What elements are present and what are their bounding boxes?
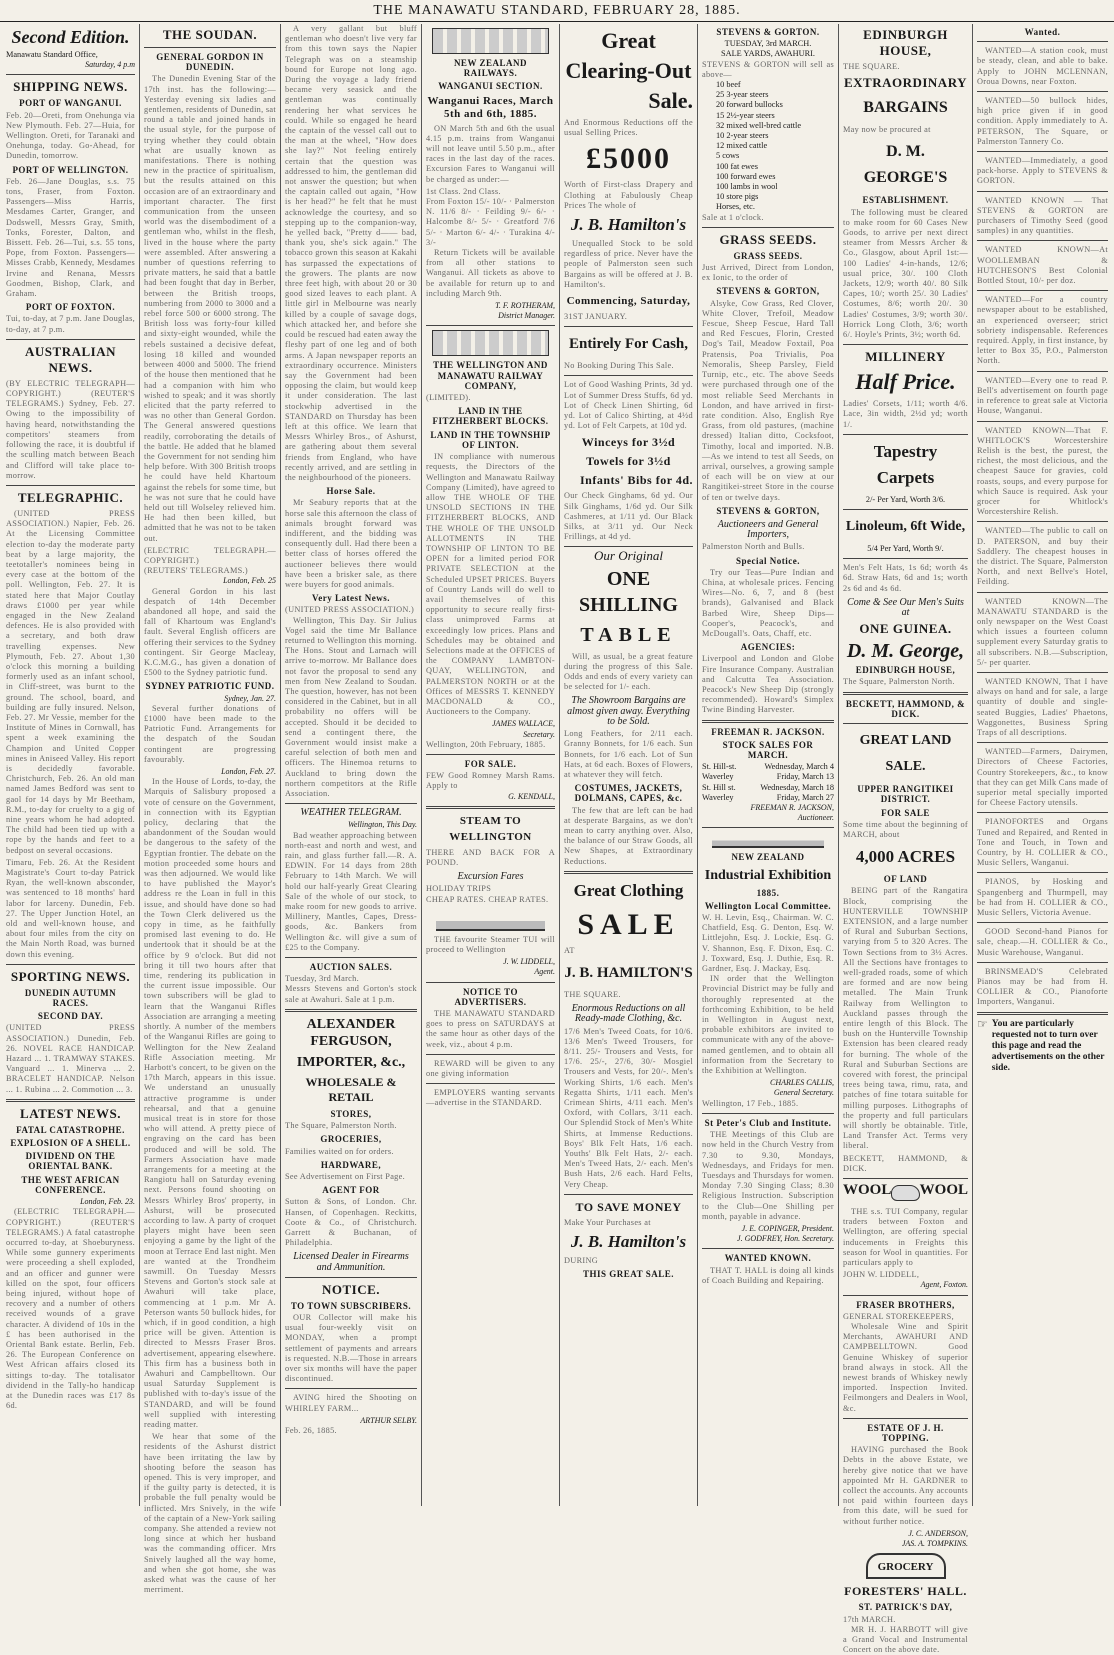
- tuesday-line: TUESDAY, 3rd MARCH.: [724, 39, 812, 49]
- australian-text: (BY ELECTRIC TELEGRAPH—COPYRIGHT.) (REUTER'S TELEGRAMS.) Sydney, Feb. 27. Owing to the impossibility of having heard, notwithstanding the competitors' steamers from following the race, it is doubtful if the sculling match between Beach and Clifford will take place to-morrow.: [6, 378, 135, 480]
- shooting-text: AVING hired the Shooting on WHIRLEY FARM...: [285, 1393, 417, 1413]
- reductions-line: And Enormous Reductions off the usual Selling Prices.: [564, 118, 693, 138]
- column-8: [973, 24, 1112, 1506]
- exhibition-illustration: [712, 832, 824, 848]
- extraordinary-heading: EXTRAORDINARY: [843, 75, 968, 91]
- ferguson-importer: IMPORTER, &c.,: [296, 1054, 406, 1070]
- sales-place: Waverley: [702, 772, 734, 782]
- electric-line: (ELECTRIC TELEGRAPH.—COPYRIGHT.): [144, 545, 276, 565]
- agencies-text: Liverpool and London and Globe Fire Insurance Company. Australian and Calcutta Tea Association. Peacock's New Sheep Dip (strongly recommended). Howard's Simplex Twine Binding Harvester.: [702, 654, 834, 715]
- millinery-text: Ladies' Corsets, 1/11; worth 4/6. Lace, 3in width, 2½d yd; worth 1/.: [843, 399, 968, 429]
- sale-yards-line: SALE YARDS, AWAHURI.: [721, 49, 815, 59]
- port-foxton-heading: PORT OF FOXTON.: [25, 302, 116, 313]
- wool-banner: [843, 1182, 968, 1201]
- auctioneers-line: Auctioneers and General Importers,: [717, 518, 819, 541]
- wanted-ad: WANTED—For a country newspaper about to be established, an experienced overseer; strict sobriety indispensable. References required. Apply, in first instance, by letter to Box 35, P.O., Palmerston North.: [977, 295, 1108, 366]
- cheap-line: CHEAP RATES. CHEAP RATES.: [426, 894, 549, 904]
- second-hand-ad: GOOD Second-hand Pianos for sale, cheap.—H. COLLIER & Co., Music Warehouse, Wanganui.: [977, 927, 1108, 957]
- liddell-agent: Agent.: [534, 967, 555, 977]
- weather-date: Wellington, This Day.: [347, 820, 417, 830]
- exhibition-text: IN order that the Wellington Provincial District may be fully and thoroughly represented at the forthcoming Exhibition, to be held in Wellington in August next, probable exhibitors are invited to communicate with any of the above-named gentlemen, and to obtain all information from the Secretary to the Exhibition at Wellington.: [702, 974, 834, 1076]
- for-sale-heading: FOR SALE.: [464, 758, 517, 769]
- wellington-text: Feb. 26—Jane Douglas, s.s. 75 tons, Fraser, from Foxton. Passengers—Miss Harris, Mesdames Carter, Granger, and Dodswell, Messrs Gray, Smith, Tonks, Forester, Dalton, and Bissett. Feb. 26—Tui, s.s. 55 tons, Pope, from Foxton. Passengers—Misses Crabb, Kennedy, Mesdames Irvine and Renana, Messrs Goodmen, Bishop, Clark, and Graham.: [6, 176, 135, 299]
- auction-date: Tuesday, 3rd March.: [285, 974, 359, 984]
- hamilton-name: J. B. Hamilton's: [570, 215, 687, 235]
- column-4: [422, 24, 560, 1506]
- liddell-name: J. W. LIDDELL,: [503, 957, 555, 967]
- wm-rail-heading: THE WELLINGTON AND MANAWATU RAILWAY COMPANY,: [433, 360, 548, 391]
- great-heading: Great: [601, 28, 656, 53]
- train-illustration: [432, 28, 549, 54]
- patricks-heading: ST. PATRICK'S DAY,: [858, 1602, 953, 1613]
- particularly-notice: [977, 1016, 1108, 1074]
- column-1: [2, 24, 140, 1506]
- rail-text-2: Return Tickets will be available from all other stations to Wanganui. All tickets as above to be available for return up to and including March 9th.: [426, 248, 555, 298]
- freeman-auctioneer: Auctioneer.: [797, 813, 834, 823]
- special-text: Try our Teas—Pure Indian and China, at wholesale prices. Fencing Wires—No. 6, 7, and 8 (best brands), Galvanised and Black Barbed Wire, Sheep Dips—Cooper's, Peacock's, and McDougall's. Oats, Chaff, etc.: [702, 567, 834, 638]
- year-heading: 1885.: [756, 887, 780, 898]
- beckett-footer: BECKETT, HAMMOND, & DICK.: [843, 1153, 968, 1173]
- sydney-text: Several further donations of £1000 have been made to the Patriotic Fund. Arrangements for the despatch of the Soudan contingent are progressing favourably.: [144, 703, 276, 764]
- wanted-ad: WANTED KNOWN—That F. WHITLOCK'S Worcestershire Relish is the best, the purest, the richest, the most delicious, and the cheapest Sauce for gravies, cold roasts, soups, and every purpose for which Sauce is required. Ask your grocer for Whitlock's Worcestershire Relish.: [977, 425, 1108, 517]
- make-your-line: Make Your Purchases at: [564, 1217, 651, 1227]
- wanted-ad: WANTED KNOWN, That I have always on hand and for sale, a large quantity of double and single-seated Buggies, Ladies' Phaetons, Waggonettes, Business Spring Traps of all descriptions.: [977, 676, 1108, 737]
- exhib-date: Wellington, 17 Feb., 1885.: [702, 1098, 799, 1108]
- stevens-heading: STEVENS & GORTON.: [716, 27, 820, 37]
- tompkins-name: JAS. A. TOMPKINS.: [901, 1539, 968, 1549]
- dividend-heading: DIVIDEND ON THE ORIENTAL BANK.: [25, 1151, 116, 1172]
- guinea-heading: ONE GUINEA.: [859, 621, 952, 637]
- notice-heading: NOTICE.: [321, 1281, 381, 1297]
- wanted-ad: WANTED KNOWN—The MANAWATU STANDARD is the only newspaper on the West Coast which issues a fourteen column supplement every Saturday gratis to all subscribers. N.B.—Subscription, 5/- per quarter.: [977, 596, 1108, 667]
- sales-row: [702, 762, 834, 772]
- wool-right: WOOL: [919, 1182, 968, 1198]
- notice-adv-text: THE MANAWATU STANDARD goes to press on SATURDAYS at the same hour as other days of the week, viz., about 4 p.m.: [426, 1009, 555, 1049]
- rail-text: ON March 5th and 6th the usual 4.15 p.m. trains from Wanganui will not leave until 5.50 p.m., after races in the last day of the races. Excursion Fares to Wanganui will be charged as under:—: [426, 123, 555, 184]
- london-dateline: London, Feb. 23.: [80, 1197, 135, 1207]
- wanted-ad: WANTED—A station cook, must be steady, clean, and able to bake. Apply to JOHN MCLENNAN, Oroua Downs, near Foxton.: [977, 46, 1108, 86]
- agencies-heading: AGENCIES:: [740, 642, 796, 653]
- conference-heading: THE WEST AFRICAN CONFERENCE.: [21, 1174, 120, 1195]
- special-heading: Special Notice.: [736, 555, 800, 566]
- telegraphic-text: (UNITED PRESS ASSOCIATION.) Napier, Feb. 26. At the Licensing Committee election to-day the moderate party beat by a large majority, the teetotaller's nominees being in every case at the bottom of the poll. Wellington, Feb. 27. It is stated here that Major Coutlay draws £1000 per year while engaged in the New Zealand defences. He is also provided with a secretary, and both draw travelling expenses. New Plymouth, Feb. 27. About 1,30 o'clock this morning a building formerly used as an infant school, in Cliff-street, was burnt to the ground. The school, board, and building are fully insured. Nelson, Feb. 27. Mr Vessie, member for the Institute of Mines in Cornwall, has spent a week examining the Champion and United Copper mines in Aniseed Valley. His report is decidedly favorable. Christchurch, Feb. 26. An old man named James Bedford was sent to gaol for 14 days by Mr Beetham, R.M., to-day for cruelty to a gig of nine years whom he had adopted. The child had been tied up with a rope by the hands and feet to a bedpost on several occasions.: [6, 508, 135, 855]
- george-text: The following must be cleared to make room for 60 Cases New Goods, to arrive per next direct steamer from Messrs Archer & Co., Glasgow, about April 1st:— 100 Ladies' 4-in-hands, 12/6; usual price, 30/. 100 Cloth Jackets, 12/9; worth 40/. 80 Silk Capes, 10/; worth 25/. 30 Ladies' Costumes, 8/6; worth 20/. 30 Ladies' Costumes, 3/9; worth 30/. Horrick Long Cloth, 3/6; worth 6/. Hoyle's Prints, 3½; worth 6d.: [843, 207, 968, 340]
- stock-list: [702, 80, 834, 213]
- london-text-2: In the House of Lords, to-day, the Marquis of Salisbury proposed a vote of censure on the Government, in connection with its Egyptian policy, declaring that the abandonment of the Soudan would be dangerous to the safety of the Egyptian frontier. The debate on the motion proceeded some hours and was then adjourned. We would like to have published the Mayor's address re the Loan in full in this issue, and should have done so had the Town Clerk delivered us the copy in time, as he faithfully promised last evening to do. He undertook that it should be at the office by 9 o'clock. But did not bring it till two hours after that time, rendering its publication in the current issue impossible. Our town subscribers will be glad to learn that the Wanganui Rifles Association are arranging a meeting shortly. A number of the members of the Wanganui Rifles are going to Wellington for the New Zealand Rifle Association meeting. Mr Harbott's concert, to be given on the 17th March, appears in this issue. We understand an unusually attractive programme is under rehearsal, and that a genuine musical treat is in store for those who will attend. A pretty piece of engraving on the card has been produced and will be sold. The Farmers Association have made arrangements for a meeting at the Rangiotu hall on Saturday evening next. Persons found shooting on Messrs Whirley Bros' property, in Ashurst, will be prosecuted according to law. A party of croquet players might have been seen enjoying a game by the light of the moon at Terrace End last night. Men are wanted at the Trondheim sawmill. On Tuesday Messrs Stevens and Gorton's stock sale at Awahuri will take place, commencing at 1 p.m. Mr A. Peterson wants 50 bullock hides, for which, if in good condition, a high price will be given. Attention is directed to Messrs Fraser Bros. advertisement, appearing elsewhere. This firm has a business both in Awahuri and Campbelltown. Our usual Saturday Supplement is published with to-day's issue of the STANDARD, and will be found well supplied with interesting reading matter.: [144, 777, 276, 1430]
- column-3: [281, 24, 422, 1506]
- stock-item: 5 cows: [716, 151, 740, 161]
- coppinger-name: J. E. COPINGER, President.: [741, 1223, 834, 1233]
- shipping-heading: SHIPPING NEWS.: [13, 79, 128, 95]
- explosion-heading: EXPLOSION OF A SHELL.: [10, 1138, 131, 1149]
- australian-heading: AUSTRALIAN NEWS.: [25, 343, 116, 375]
- fraser-text: Wholesale Wine and Spirit Merchants, AWAHURI AND CAMPBELLTOWN. Good Genuine Whiskey of superior brand always in stock. All the newest brands of Whiskey newly imported. Inspection Invited. Feilmongers and Dealers in Wool, &c.: [843, 1322, 968, 1413]
- day-line: Saturday, 4 p.m: [85, 60, 135, 70]
- auction-text: Messrs Stevens and Gorton's stock sale at Awahuri. Sale at 1 p.m.: [285, 984, 417, 1004]
- fraser-heading: FRASER BROTHERS,: [856, 1299, 955, 1310]
- nz-rail-heading: NEW ZEALAND RAILWAYS.: [453, 58, 528, 79]
- sydney-date: Sydney, Jan. 27.: [224, 693, 276, 703]
- sales-date: Wednesday, March 18: [760, 782, 834, 792]
- st-peters-heading: St Peter's Club and Institute.: [704, 1117, 832, 1128]
- checks-text: Our Check Ginghams, 6d yd. Our Silk Ginghams, 1/6d yd. Our Silk Cashmeres, at 1/11 yd. Our Black Silks, at 3/11 yd. Our Neck Frillings, at 4d yd.: [564, 491, 693, 542]
- column-7: [839, 24, 973, 1655]
- jbh-heading: J. B. HAMILTON'S: [564, 964, 693, 981]
- stock-item: 20 forward bullocks: [716, 100, 783, 110]
- land-linton-heading: LAND IN THE TOWNSHIP OF LINTON.: [430, 429, 551, 450]
- stock-item: 10 beef: [716, 80, 741, 90]
- licensed-line: Licensed Dealer in Firearms and Ammunition.: [293, 1251, 409, 1273]
- square-2: The Square, Palmerston North.: [843, 677, 955, 687]
- second-day-heading: SECOND DAY.: [37, 1011, 104, 1022]
- wanted-ad: WANTED—Farmers, Dairymen, Directors of Cheese Factories, Country Storekeepers, &c., to know that they can get Milk Cans made of superior metal specially imported for Cheese Factory utensils.: [977, 747, 1109, 808]
- edition-title: Second Edition.: [11, 27, 130, 47]
- edinburgh-square: THE SQUARE.: [843, 62, 900, 71]
- grass-heading: GRASS SEEDS.: [719, 231, 817, 247]
- particularly-text: You are particularly requested not to turn over this page and read the advertisements on the other side.: [991, 1018, 1105, 1073]
- acres-heading: 4,000 ACRES: [855, 847, 956, 867]
- ferguson-wholesale: WHOLESALE & RETAIL: [305, 1074, 397, 1104]
- sales-row: [702, 793, 834, 803]
- horse-sale-text: Mr Seabury reports that at the horse sale this afternoon the class of animals brought forward was indifferent, and the bidding was consequently dull. Had there been a better class of horses offered the auctioneer believes there would have been a brisker sale, as there were buyers for good animals.: [285, 498, 417, 589]
- wanganui-section-heading: WANGANUI SECTION.: [438, 81, 543, 92]
- london-date-2: London, Feb. 27.: [221, 767, 276, 777]
- showroom-line: The Showroom Bargains are almost given away. Everything to be Sold.: [567, 695, 690, 727]
- col2-text-end: We hear that some of the residents of the Ashurst district have been irritating the law by shooting before the season has opened. This is very improper, and if the guilty party is detected, it is probable the full penalty would be inflicted. Mrs Snively, in the wife of the captain of a New-York sailing company. She attended a review not long since at which her husband was the commanding officer. Mrs Snively laughed all the way home, and when she got home, she was asked what was the cause of her merriment.: [144, 1432, 276, 1595]
- prints-text: Lot of Good Washing Prints, 3d yd. Lot of Summer Dress Stuffs, 6d yd. Lot of Check Linen Shirting, 6d yd. Lot of Calico Shirting, at 4½d yd. Lot of Felt Carpets, at 10d yd.: [564, 380, 693, 431]
- pianos-ad: PIANOS, by Hosking and Spangenberg and Thurmpell, may be had from H. COLLIER & CO., Music Sellers, Victoria Avenue.: [977, 877, 1108, 918]
- column-2: [140, 24, 281, 1595]
- amount-figure: £5000: [586, 142, 671, 176]
- commencing-line: Commencing, Saturday,: [566, 295, 691, 308]
- land-sale-heading: GREAT LAND SALE.: [859, 733, 952, 775]
- rangitikei-heading: UPPER RANGITIKEI DISTRICT.: [857, 784, 954, 805]
- sales-date: Wednesday, March 4: [764, 762, 834, 772]
- square-line: The Square, Palmerston North.: [285, 1121, 397, 1131]
- races-text: (UNITED PRESS ASSOCIATION.) Dunedin, Feb. 26. NOVEL RACE HANDICAP. Hazard ... 1. TRAMWAY STAKES. Vanguard ... 1. Minerva ... 2. BRACELET HANDICAP. Nelson ... 1. Rubina ... 2. Commotion ... 3.: [6, 1023, 135, 1094]
- george-heading: D. M. GEORGE'S: [863, 143, 948, 187]
- foxton-text: Tui, to-day, at 7 p.m. Jane Douglas, to-day, at 7 p.m.: [6, 314, 135, 334]
- gen-sec-line: General Secretary.: [773, 1088, 834, 1098]
- wanted-ad: WANTED KNOWN — That STEVENS & GORTON are purchasers of Timothy Seed (good samples) in any quantities.: [977, 195, 1108, 236]
- come-see-line: Come & See Our Men's Suits at: [847, 596, 964, 619]
- grocery-sign: GROCERY: [866, 1553, 946, 1579]
- pianofortes-ad: PIANOFORTES and Organs Tuned and Repaired, and Rented in Tone and Touch, in Town and Country, by H. COLLIER & CO., Music Sellers, Wanganui.: [977, 817, 1108, 868]
- brinsmead-ad: BRINSMEAD'S Celebrated Pianos may be had from H. COLLIER & CO., Pianoforte Importers, Wanganui.: [977, 966, 1108, 1007]
- newspaper-columns: [2, 24, 1112, 1655]
- no-booking-line: No Booking During This Sale.: [564, 361, 674, 371]
- at-line: AT: [564, 945, 575, 955]
- land-text: BEING part of the Rangatira Block, comprising the HUNTERVILLE TOWNSHIP EXTENSION, and a large number of Rural and Suburban Sections, varying from 5 to 320 Acres. The Town Sections from to 3½ Acres. All the Sections have frontages to well-graded roads, some of which are formed and are now being metalled. The Main Trunk Railway from Wellington to Auckland passes through the entire length of this Block. The bush on the Hunterville Township Extension has been cleared ready for burning. The whole of the Rural and Suburban Sections are covered with forest, the principal trees being tawa, rimu, rata, and patches of fine totara suitable for milling purposes. Lithographs of the property and full particulars will shortly be obtainable. Title, Land Transfer Act. Terms very liberal.: [843, 886, 968, 1151]
- sales-table: [702, 762, 834, 803]
- wallace-name: JAMES WALLACE,: [492, 719, 555, 729]
- sales-row: [702, 772, 834, 782]
- stock-item: 32 mixed well-bred cattle: [716, 120, 802, 130]
- sometime-line: Some time about the beginning of MARCH, about: [843, 819, 968, 839]
- sale-heading: Sale.: [648, 88, 693, 113]
- stock-item: 12 mixed cattle: [716, 141, 768, 151]
- hamilton-text: Unequalled Stock to be sold regardless of price. Never have the people of Palmerston seen such Bargains as will be offered at J. B. Hamilton's.: [564, 239, 693, 289]
- stock-sales-heading: STOCK SALES FOR MARCH.: [722, 739, 814, 760]
- wool-left: WOOL: [843, 1182, 892, 1198]
- wool-text: THE s.s. TUI Company, regular traders between Foxton and Wellington, are offering special inducements in Freights this season for Wool in quantities. For particulars apply to: [843, 1207, 968, 1268]
- gordon-heading: GENERAL GORDON IN DUNEDIN.: [156, 52, 264, 73]
- bargains-heading: BARGAINS: [863, 99, 948, 117]
- per-yard-line: 2/- Per Yard, Worth 3/6.: [865, 494, 946, 504]
- col3-intro: A very gallant but bluff gentleman who doesn't live very far from this town says the Napier Telegraph was on a steamship bound for Europe not long ago. During the voyage a lady friend became very seasick and the gentleman was continually rendering her what services he could. While so engaged he heard the captain of the vessel call out to the man at the wheel, "How does she lay?" Not feeling entirely certain that the question was addressed to him, the gentleman did not answer the question; but when the captain called out again, "How is her head?" he felt that he must acknowledge the courtesy, and so stepping up to the companion-way, he yelled back, "Pretty d—— bad, thank you, she's sick again." The tobacco grown this season at Kakahi has surpassed the expectations of the growers. The plants are now three feet high, with about 20 or 30 good sized leaves to each plant. A little girl in Melbourne was nearly killed by a couple of savage dogs, which attacked her, and before she could be rescued had eaten away the fleshy part of one leg and of both arms. A Japan newspaper reports an extraordinary occurrence. Ministers say the Government had been opposing the claim, but would keep it under consideration. The last stockwhip advertised in the STANDARD on Thursday has been left at this office. We learn that Messrs Whirley Bros., of Ashurst, are gathering about them several friends from England, who have recently arrived, and are settling in the neighbourhood of the pioneers.: [285, 24, 417, 482]
- sales-place: St. Hill-st.: [702, 762, 737, 772]
- very-latest-text: Wellington, This Day. Sir Julius Vogel said the time Mr Ballance returned to Wellington this morning. The Hons. Stout and Larnach will arrive to-morrow. Mr Ballance does not favor the proposal to send any men from New Zealand to Soudan. The question, however, has not been considered in the Cabinet, but in all probability no offers will be accepted. Should it be decided to send a contingent there, the Government would insist make a careful selection of both men and officers. The Hinemoa returns to Auckland to bring down the northern competitors at the Rifle Association.: [285, 615, 417, 799]
- st-peters-text: THE Meetings of this Club are now held in the Church Vestry from 7.30 to 9.30, Mondays, Wednesdays, and Fridays for men. Tuesdays and Thursdays for women. Monday 7.30 Singing Class; 8.30 Religious Instruction. Subscription to the Club—One Shilling per month, payable in advance.: [702, 1130, 834, 1221]
- stevens-gorton-3: STEVENS & GORTON,: [716, 505, 820, 516]
- the-square-line: THE SQUARE.: [564, 989, 621, 999]
- stevens-gorton-2: STEVENS & GORTON,: [716, 286, 820, 297]
- stores-heading: STORES,: [330, 1108, 372, 1119]
- train-illustration-2: [432, 330, 549, 356]
- office-text: Manawatu Standard Office,: [6, 50, 98, 59]
- groceries-heading: GROCERIES,: [320, 1134, 382, 1145]
- column-6: [698, 24, 839, 1506]
- ferguson-name: ALEXANDER FERGUSON,: [306, 1016, 396, 1049]
- to-save-heading: TO SAVE MONEY: [575, 1199, 682, 1214]
- see-adv-line: See Advertisement on First Page.: [285, 1171, 405, 1181]
- masthead: THE MANAWATU STANDARD, FEBRUARY 28, 1885.: [0, 0, 1114, 22]
- district-manager: District Manager.: [498, 311, 555, 321]
- stock-item: 10 store pigs: [716, 192, 759, 202]
- families-line: Families waited on for orders.: [285, 1146, 394, 1156]
- one-shilling-heading: ONE SHILLING: [579, 567, 678, 616]
- table-text: Will, as usual, be a great feature during the progress of this Sale. Odds and ends of every variety can be selected for 1/- each.: [564, 651, 693, 692]
- limited-line: (LIMITED).: [426, 393, 471, 403]
- wanted-known-heading: WANTED KNOWN.: [724, 1253, 812, 1264]
- grass-subheading: GRASS SEEDS.: [733, 250, 803, 261]
- foresters-heading: FORESTERS' HALL.: [844, 1584, 967, 1599]
- bibs-line: Infants' Bibs for 4d.: [580, 473, 693, 488]
- jan-line: 31ST JANUARY.: [564, 312, 628, 322]
- rotheram-name: T. F. ROTHERAM,: [495, 301, 555, 311]
- freeman-heading: FREEMAN R. JACKSON.: [711, 726, 825, 737]
- pointing-hand-icon: ☞: [977, 1016, 988, 1031]
- rams-text: FEW Good Romney Marsh Rams. Apply to: [426, 771, 555, 791]
- of-land-line: OF LAND: [883, 874, 928, 885]
- office-line: [6, 50, 135, 60]
- column-5: [560, 24, 698, 1506]
- sheep-icon: [891, 1185, 919, 1201]
- local-comm-heading: Wellington Local Committee.: [704, 900, 832, 911]
- enormous-line: Enormous Reductions on all Ready-made Clothing, &c.: [571, 1003, 686, 1025]
- tui-text: THE favourite Steamer TUI will proceed to Wellington: [426, 934, 555, 955]
- wallace-date: Wellington, 20th February, 1885.: [426, 739, 546, 749]
- telegraphic-heading: TELEGRAPHIC.: [17, 489, 124, 505]
- london-text: General Gordon in his last despatch of 14th December abandoned all hope, and said the fall of Khartoum was England's fault. Several English officers are offering their services to the Sydney contingent. Sir George Macleay, K.C.M.G., has given a donation of £500 to the Sydney patriotic fund.: [144, 586, 276, 678]
- weather-text: Bad weather approaching between north-east and north and west, and rain, and glass further fall.—R. A. EDWIN. For 14 days from 28th February to 14th March. We will hold our half-yearly Great Clearing Sale of the whole of our stock, to make room for new goods to arrive. Millinery, Mantles, Capes, Dress-goods, &c. Bankers from Wellington &c. will give a sum of £25 to the Company.: [285, 830, 417, 952]
- reuters-line: (REUTERS' TELEGRAMS.): [144, 566, 248, 576]
- nz-heading: NEW ZEALAND: [731, 852, 805, 863]
- for-sale-line: FOR SALE: [881, 807, 930, 818]
- estate-heading: ESTATE OF J. H. TOPPING.: [867, 1422, 944, 1444]
- to-subs-heading: TO TOWN SUBSCRIBERS.: [290, 1300, 412, 1311]
- weather-heading: WEATHER TELEGRAM.: [300, 807, 402, 819]
- grass-intro: Just Arrived, Direct from London, ex Ionic, to the order of: [702, 263, 834, 283]
- london-date: London, Feb. 25: [223, 576, 276, 586]
- great-clothing-heading: Great Clothing: [573, 880, 684, 900]
- storekeepers-line: GENERAL STOREKEEPERS,: [843, 1311, 954, 1321]
- land-text: IN compliance with numerous requests, the Directors of the Wellington and Manawatu Railway Company (Limited), have agreed to allow THE WHOLE OF THE UNSOLD SECTIONS IN THE FITZHERBERT BLOCKS, AND THE WHOLE OF THE UNSOLD ALLOTMENTS IN THE TOWNSHIP OF LINTON TO BE OPEN for a limited period FOR PRIVATE SELECTION at the Scheduled UPSET PRICES. Buyers of Country Lands will do well to avail themselves of this opportunity to secure really first-class unimproved Farms at exceedingly low prices. Plans and Schedules may be obtained and Selections made at the OFFICES of the COMPANY LAMBTON-QUAY, WELLINGTON, and PALMERSTON NORTH or at the Offices of MESSRS T. KENNEDY MACDONALD & CO., Auctioneers to the Company.: [426, 452, 555, 717]
- worth-line: Worth of First-class Drapery and Clothing at Fabulously Cheap Prices The whole of: [564, 180, 693, 210]
- palm-line: Palmerston North and Bulls.: [702, 542, 805, 552]
- hall-text: THAT T. HALL is doing all kinds of Coach Building and Repairing.: [702, 1265, 834, 1285]
- edinburgh-2: EDINBURGH HOUSE,: [855, 665, 956, 676]
- employers-text: EMPLOYERS wanting servants—advertise in the STANDARD.: [426, 1088, 555, 1108]
- godfrey-name: J. GODFREY, Hon. Secretary.: [737, 1234, 834, 1244]
- shipping-text: Feb. 20—Oreti, from Onehunga via New Plymouth. Feb. 27—Huia, for Wellington. Oreti, for Taranaki and Onehunga, today. Go-Ahead, for Dunedin, tomorrow.: [6, 110, 135, 161]
- races-heading: Wanganui Races, March 5th and 6th, 1885.: [427, 94, 554, 120]
- dm-heading: D. M. George,: [846, 640, 965, 663]
- excursion-line: Excursion Fares: [457, 871, 524, 883]
- tapestry-heading: Tapestry Carpets: [873, 441, 938, 487]
- reward-text: REWARD will be given to any one giving information: [426, 1058, 555, 1079]
- beckett-heading: BECKETT, HAMMOND, & DICK.: [845, 698, 966, 719]
- liddell-name: JOHN W. LIDDELL,: [843, 1270, 920, 1280]
- press-line: (UNITED PRESS ASSOCIATION.): [285, 605, 415, 615]
- clothing-text: 17/6 Men's Tweed Coats, for 10/6. 13/6 Men's Tweed Trousers, for 8/11. 25/- Trousers and Vests, for 17/6. 25/-, 27/6, 30/- Mosgiel Trousers and Vests, for 20/-. Men's Working Shirts, 1/6 each. Men's Regatta Shirts, 1/11 each. Men's Crimean Shirts, 4/11 each. Men's Oxford, with Collars, 3/11 each. Our Splendid Stock of Men's White Shirts, at Immense Reductions. Boys' Blk Felt Hats, 1/6 each. Youths' Blk Felt Hats, 2/- each. Men's Tweed Hats, 2/- each. Men's Bush Hats, 2/6 each. Hard Felts, Very Cheap.: [564, 1026, 693, 1189]
- steamer-illustration: [436, 909, 545, 931]
- wallace-secretary: Secretary.: [523, 729, 555, 739]
- agent-foxton: Agent, Foxton.: [920, 1280, 968, 1290]
- holiday-line: HOLIDAY TRIPS: [426, 884, 492, 894]
- freeman-sig: FREEMAN R. JACKSON,: [750, 803, 834, 813]
- men-hats-text: Men's Felt Hats, 1s 6d; worth 4s 6d. Straw Hats, 6d and 1s; worth 2s 6d and 4s 6d.: [843, 563, 968, 593]
- timaru-text: Timaru, Feb. 26. At the Resident Magistrate's Court to-day Patrick Ryan, the well-known absconder, was sentenced to 18 months' hard labor for larceny. Dunedin, Feb. 27. The Upper Junction Hotel, an old and well-known house, and about four miles from the city on the Main North Road, was burned down this evening.: [6, 857, 135, 959]
- very-latest-heading: Very Latest News.: [312, 593, 390, 604]
- hardware-heading: HARDWARE,: [320, 1159, 382, 1170]
- stock-item: 15 2½-year steers: [716, 110, 775, 120]
- wanted-ad: WANTED—Every one to read P. Bell's advertisement on fourth page in reference to great sale at Victoria House, Wanganui.: [977, 375, 1108, 416]
- stock-item: 100 lambs in wool: [716, 182, 778, 192]
- committee-text: W. H. Levin, Esq., Chairman. W. C. Chatfield, Esq. G. Denton, Esq. W. Littlejohn, Esq. J. Lockie, Esq. G. V. Shannon, Esq. F. Dixon, Esq. C. J. Toxward, Esq. J. Duthie, Esq. R. Gardner, Esq. J. Mackay, Esq.: [702, 913, 834, 974]
- fare-header: 1st Class. 2nd Class.: [426, 186, 501, 196]
- kendall-name: G. KENDALL,: [508, 791, 555, 801]
- establishment-heading: ESTABLISHMENT.: [862, 195, 949, 206]
- clearing-heading: Clearing-Out: [565, 58, 692, 83]
- this-great-line: THIS GREAT SALE.: [583, 1269, 674, 1280]
- edinburgh-heading: EDINBURGH HOUSE,: [863, 27, 948, 58]
- during-line: DURING: [564, 1256, 599, 1265]
- fatal-heading: FATAL CATASTROPHE.: [16, 1124, 125, 1135]
- sporting-heading: SPORTING NEWS.: [10, 968, 131, 984]
- stevens-offer: STEVENS & GORTON will sell as above—: [702, 59, 834, 79]
- march17-line: 17th MARCH.: [843, 1614, 896, 1624]
- may-now-line: May now be procured at: [843, 125, 931, 135]
- selby-date: Feb. 26, 1885.: [285, 1425, 337, 1435]
- agent-text: Sutton & Sons, of London. Chr. Hansen, of Copenhagen. Reckitts, Coote & Co., of Christchurch. Garrett & Buchanan, of Philadelphia.: [285, 1197, 417, 1248]
- anderson-name: J. C. ANDERSON,: [908, 1528, 968, 1538]
- steam-heading: STEAM TO WELLINGTON: [449, 814, 532, 843]
- selby-name: ARTHUR SELBY.: [360, 1415, 417, 1425]
- soudan-heading: THE SOUDAN.: [162, 27, 258, 42]
- stock-item: 100 forward ewes: [716, 171, 776, 181]
- industrial-heading: Industrial Exhibition: [704, 867, 832, 883]
- costumes-text: The few that are left can be had at desperate Bargains, as we don't mean to carry anything over. Also, the balance of our Straw Goods, all New Shapes, at Extraordinary Reductions.: [564, 805, 693, 866]
- sale-at-line: Sale at 1 o'clock.: [702, 212, 764, 222]
- costumes-heading: COSTUMES, JACKETS, DOLMANS, CAPES, &c.: [574, 783, 683, 804]
- dunedin-races-heading: DUNEDIN AUTUMN RACES.: [24, 987, 117, 1009]
- latest-heading: LATEST NEWS.: [20, 1105, 121, 1121]
- notice-text: OUR Collector will make his usual four-weekly visit on MONDAY, when a prompt settlement of payments and arrears is requested. N.B.—Those in arrears over six months will have the paper discontinued.: [285, 1312, 417, 1384]
- sydney-fund-heading: SYDNEY PATRIOTIC FUND.: [145, 681, 275, 692]
- wanted-ad: WANTED KNOWN—At WOOLLEMBAN & HUTCHESON'S Best Colonial Bottled Stout, 10/- per doz.: [977, 245, 1108, 286]
- stock-item: 100 fat ewes: [716, 161, 758, 171]
- wanted-ad: WANTED—Immediately, a good pack-horse. Apply to STEVENS & GORTON.: [977, 156, 1108, 186]
- winceys-line: Winceys for 3½d: [581, 435, 676, 450]
- sales-date: Friday, March 27: [776, 792, 834, 802]
- sales-place: St. Hill st.: [702, 782, 736, 792]
- wanted-ad: WANTED—The public to call on D. PATERSON, and buy their Saddlery. The cheapest houses in the district. The Square, Palmerston North, and next Bellve's Hotel, Feilding.: [977, 526, 1108, 587]
- gordon-text: The Dunedin Evening Star of the 17th inst. has the following:—Yesterday evening six ladies and gentlemen, residents of Dunedin, sat round a table and joined hands in the usual style, for the purpose of trying whether they could obtain what are usually known as manifestations. There is nothing new in the practice of spiritualism, but the results attained on this occasion are of an extraordinary and important character. The first communication from the unseen world was the disembodiment of a gentleman who, whilst in the flesh, lived in the house where the party were assembled. After answering a number of questions referring to private matters, he said that a battle had been fought that day in Berber, between the British troops, numbering from 2000 to 3000 and a rebel force 500 or 6000 strong. The British loss was forty-four killed and sixty-eight wounded, while the rebels sustained a decisive defeat, losing 18 killed and wounded between 4000 and 5000. The friend of the house then mentioned that he had a companion with him who wished to speak; and it was shortly elicited that the party referred to was no other than General Gordon. The General answered questions readily, corroborating the details of the battle. He added that he blamed the Government for not sending him help before. With 300 British troops he could have held Khartoum against the rebels for some time, but he was not sure that he could have held out till Wolseley relieved him. He had then been killed, but admitted that he was not to be taken out.: [144, 74, 276, 543]
- agent-heading: AGENT FOR: [322, 1185, 380, 1196]
- wanted-ad: WANTED—50 bullock hides, high price given if in good condition. Apply immediately to A. PETERSON, The Square, or Palmerston Tannery Co.: [977, 96, 1108, 146]
- sales-date: Friday, March 13: [776, 772, 834, 782]
- millinery-heading: MILLINERY: [865, 349, 946, 365]
- towels-line: Towels for 3½d: [586, 454, 671, 469]
- stock-item: Horses, etc.: [716, 202, 755, 212]
- port-wellington-heading: PORT OF WELLINGTON.: [12, 164, 129, 175]
- stock-item: 10 2-year steers: [716, 131, 769, 141]
- sales-row: [702, 783, 834, 793]
- feathers-text: Long Feathers, for 2/11 each. Granny Bonnets, for 1/6 each. Sun Bonnets, for 1/6 each. Lot of Sun Hats, at 6d each. Boxes of Flowers, at whatever they will fetch.: [564, 729, 693, 779]
- land-fitz-heading: LAND IN THE FITZHERBERT BLOCKS.: [432, 406, 549, 427]
- half-price-heading: Half Price.: [855, 369, 956, 395]
- lino-price-line: 5/4 Per Yard, Worth 9/.: [867, 544, 944, 554]
- sales-place: Waverley: [702, 792, 734, 802]
- latest-text: (ELECTRIC TELEGRAPH.—COPYRIGHT.) (REUTER'S TELEGRAMS.) A fatal catastrophe occurred to-day, at Shoeburyness. While some gunnery experiments were proceeding a shell exploded, and an officer and gunner were killed on the spot, four officers being injured, without hope of recovery and a number of others received wounds of a grave character. A dividend of 10s in the £ has been authorised in the Oriental Bank estate. Berlin, Feb. 26. The European Conference on West African affairs closed its sittings to-day. The totalisator dividend in the Tally-ho handicap at the Dunedin races was £17 8s 6d.: [6, 1207, 135, 1411]
- callis-name: CHARLES CALLIS,: [769, 1078, 834, 1088]
- stock-item: 25 3-year steers: [716, 90, 769, 100]
- lino-heading: Linoleum, 6ft Wide,: [845, 519, 966, 535]
- there-back-line: THERE AND BACK FOR A POUND.: [426, 847, 555, 867]
- notice-adv-heading: NOTICE TO ADVERTISERS.: [454, 986, 527, 1007]
- seeds-text: Alsyke, Cow Grass, Red Clover, White Clover, Trefoil, Meadow Fescue, Sheep Fescue, Hard Tall and Red Fescues, Florin, Crested Dog's Tail, Meadow Foxtail, Poa Pratensis, Poa Trivialis, Poa Nemoralis, Sheep Parsley, Field Turnip, etc., etc. The above Seeds were purchased through one of the most reliable Seed Merchants in London, and have arrived in first-rate condition. Also, English Rye Grass, from old pastures, (machine dressed) Italian ditto, Cocksfoot, Timothy, local and imported. N.B.—As we intend to test all Seeds, on arrival, ourselves, a growing sample of each will be on view at our Rangitikei-street Store in the course of ten or twelve days.: [702, 298, 834, 502]
- harbott-text: MR H. J. HARBOTT will give a Grand Vocal and Instrumental Concert on the above date.: [843, 1624, 968, 1655]
- cash-heading: Entirely For Cash,: [568, 336, 689, 353]
- horse-sale-heading: Horse Sale.: [326, 486, 376, 497]
- auction-heading: AUCTION SALES.: [309, 962, 393, 973]
- sale-big: SALE: [577, 907, 680, 941]
- fare-text: From Foxton 15/- 10/- · Palmerston N. 11/6 8/- · Feilding 9/- 6/- · Halcombe 8/- 5/- · Greatford 7/6 5/- · Marton 6/- 4/- · Turakina 4/- 3/-: [426, 197, 555, 247]
- hamilton-name-2: J. B. Hamilton's: [570, 1232, 687, 1251]
- table-heading: TABLE: [580, 623, 677, 646]
- our-original-heading: Our Original: [594, 548, 663, 564]
- estate-text: HAVING purchased the Book Debts in the above Estate, we hereby give notice that we have appointed Mr H. GARDNER to collect the accounts. Any accounts not paid within fourteen days from this date, will be sued for without further notice.: [843, 1445, 968, 1526]
- wanted-heading: Wanted.: [1024, 27, 1061, 37]
- port-wanganui-heading: PORT OF WANGANUI.: [19, 98, 122, 109]
